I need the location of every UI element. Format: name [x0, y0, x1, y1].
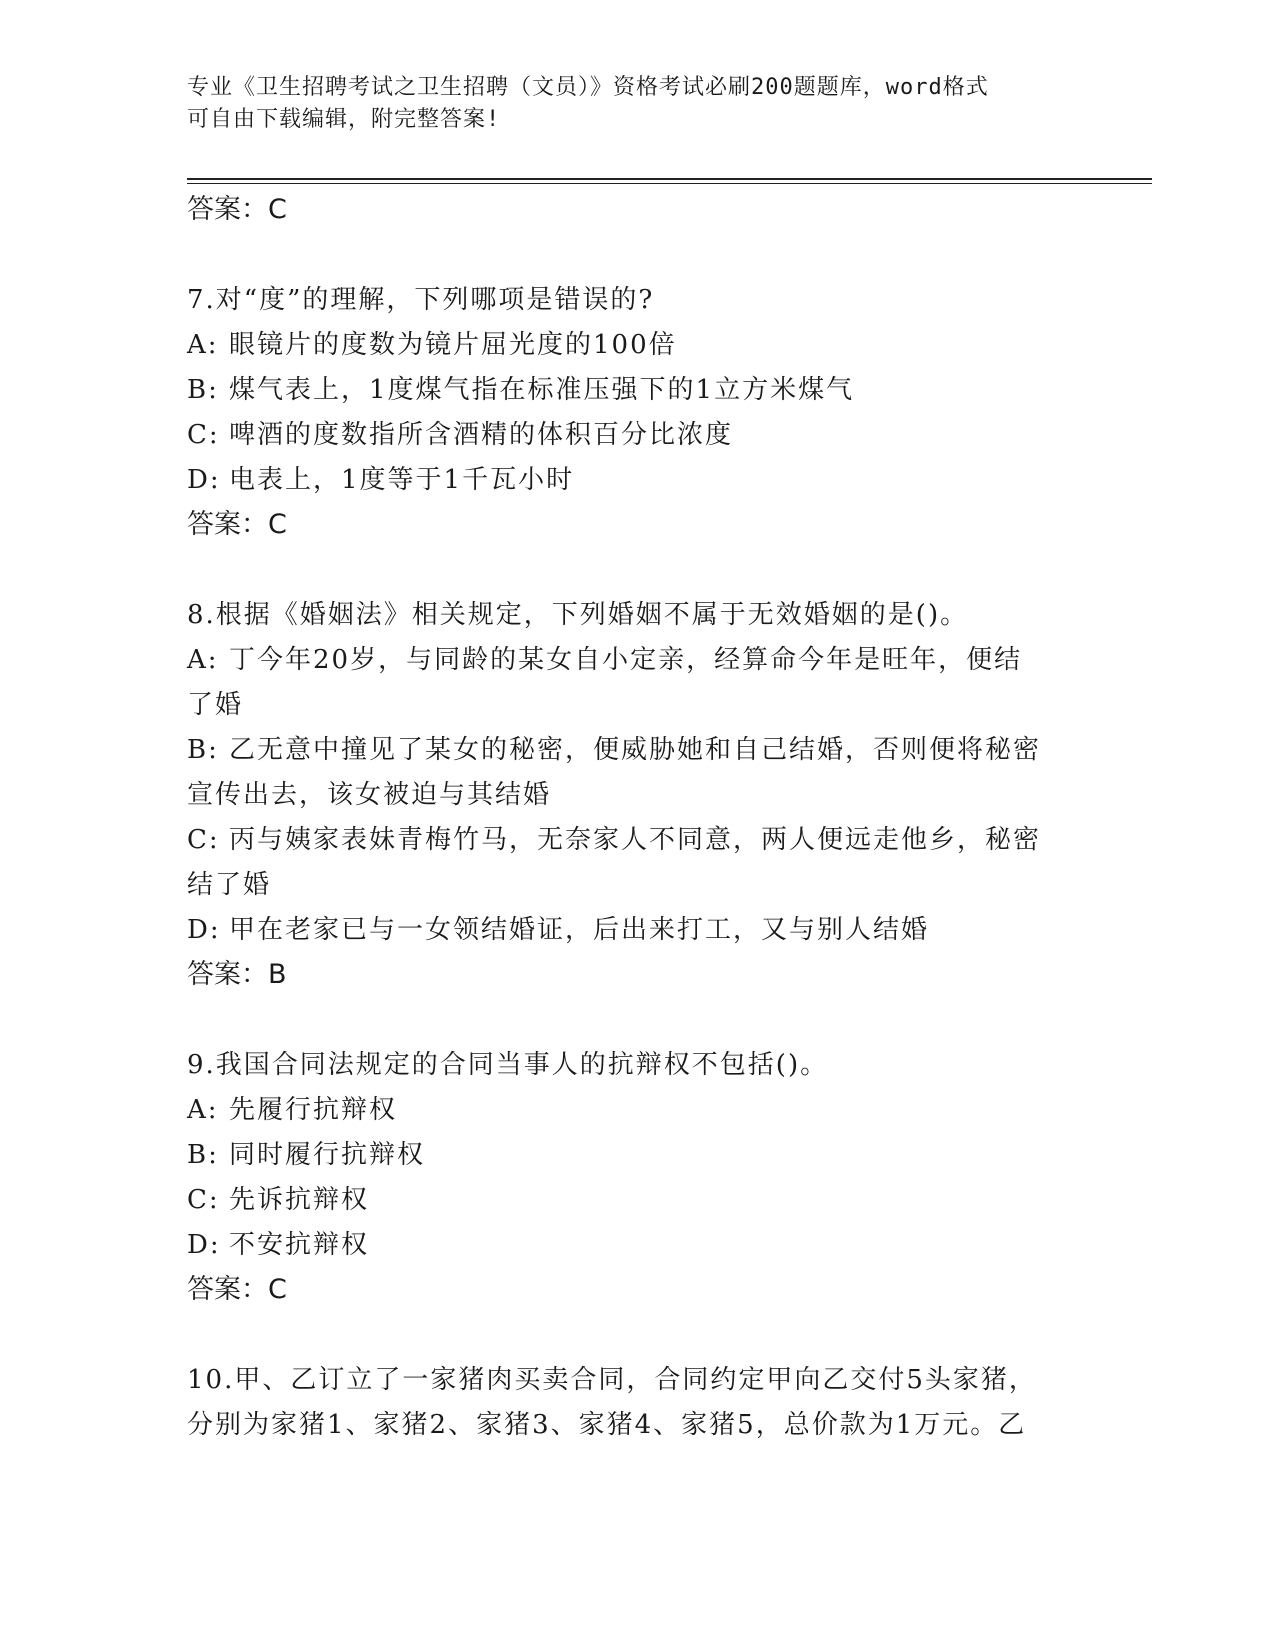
option-a	[187, 1088, 1087, 1133]
question-text: 8.根据《婚姻法》相关规定，下列婚姻不属于无效婚姻的是()。	[187, 600, 969, 630]
option-b	[187, 728, 1087, 818]
option-key: B:	[187, 375, 219, 405]
question-block	[187, 1043, 1087, 1312]
option-key: D:	[187, 1230, 221, 1260]
option-key: B:	[187, 1140, 219, 1170]
option-text: 先诉抗辩权	[229, 1185, 370, 1215]
option-key: A:	[187, 330, 219, 360]
option-key: C:	[187, 825, 220, 855]
option-c	[187, 413, 1087, 458]
header-line-2: 可自由下载编辑，附完整答案!	[187, 107, 501, 132]
question-text-line-2: 分别为家猪1、家猪2、家猪3、家猪4、家猪5，总价款为1万元。乙	[187, 1410, 1027, 1440]
option-a	[187, 323, 1087, 368]
answer-line: 答案：C	[187, 1274, 287, 1305]
option-text-continued: 结了婚	[187, 870, 272, 900]
option-text-continued: 宣传出去，该女被迫与其结婚	[187, 780, 552, 810]
option-text: 同时履行抗辩权	[229, 1140, 426, 1170]
question-text: 9.我国合同法规定的合同当事人的抗辩权不包括()。	[187, 1050, 829, 1080]
answer-line: 答案：C	[187, 509, 287, 540]
option-d	[187, 458, 1087, 503]
header-divider-thin	[187, 183, 1152, 184]
header-line-1: 专业《卫生招聘考试之卫生招聘（文员）》资格考试必刷200题题库，word格式	[187, 75, 989, 100]
option-text: 电表上，1度等于1千瓦小时	[229, 465, 575, 495]
option-c	[187, 1178, 1087, 1223]
option-text: 不安抗辩权	[229, 1230, 370, 1260]
option-text: 啤酒的度数指所含酒精的体积百分比浓度	[229, 420, 734, 450]
option-text: 煤气表上，1度煤气指在标准压强下的1立方米煤气	[229, 375, 855, 405]
option-text: 丁今年20岁，与同龄的某女自小定亲，经算命今年是旺年，便结	[229, 645, 1023, 675]
question-text: 7.对“度”的理解，下列哪项是错误的?	[187, 285, 655, 315]
option-c	[187, 818, 1087, 908]
answer-line: 答案：C	[187, 194, 287, 225]
option-a	[187, 638, 1087, 728]
option-b	[187, 1133, 1087, 1178]
option-text: 丙与姨家表妹青梅竹马，无奈家人不同意，两人便远走他乡，秘密	[229, 825, 1042, 855]
question-text-line-1: 10.甲、乙订立了一家猪肉买卖合同，合同约定甲向乙交付5头家猪，	[187, 1365, 1037, 1395]
question-block	[187, 278, 1087, 547]
option-text: 甲在老家已与一女领结婚证，后出来打工，又与别人结婚	[229, 915, 930, 945]
option-text: 眼镜片的度数为镜片屈光度的100倍	[229, 330, 677, 360]
document-body	[187, 188, 1087, 1448]
option-d	[187, 1223, 1087, 1268]
option-key: A:	[187, 1095, 219, 1125]
option-b	[187, 368, 1087, 413]
option-key: A:	[187, 645, 219, 675]
option-d	[187, 908, 1087, 953]
answer-line: 答案：B	[187, 959, 287, 990]
option-text: 先履行抗辩权	[229, 1095, 398, 1125]
header-divider-thick	[187, 178, 1152, 180]
question-block	[187, 593, 1087, 997]
option-text-continued: 了婚	[187, 690, 244, 720]
option-key: D:	[187, 915, 221, 945]
option-key: B:	[187, 735, 219, 765]
document-header	[187, 72, 1067, 136]
option-key: C:	[187, 420, 220, 450]
option-text: 乙无意中撞见了某女的秘密，便威胁她和自己结婚，否则便将秘密	[229, 735, 1042, 765]
question-block	[187, 1358, 1087, 1448]
option-key: C:	[187, 1185, 220, 1215]
option-key: D:	[187, 465, 221, 495]
